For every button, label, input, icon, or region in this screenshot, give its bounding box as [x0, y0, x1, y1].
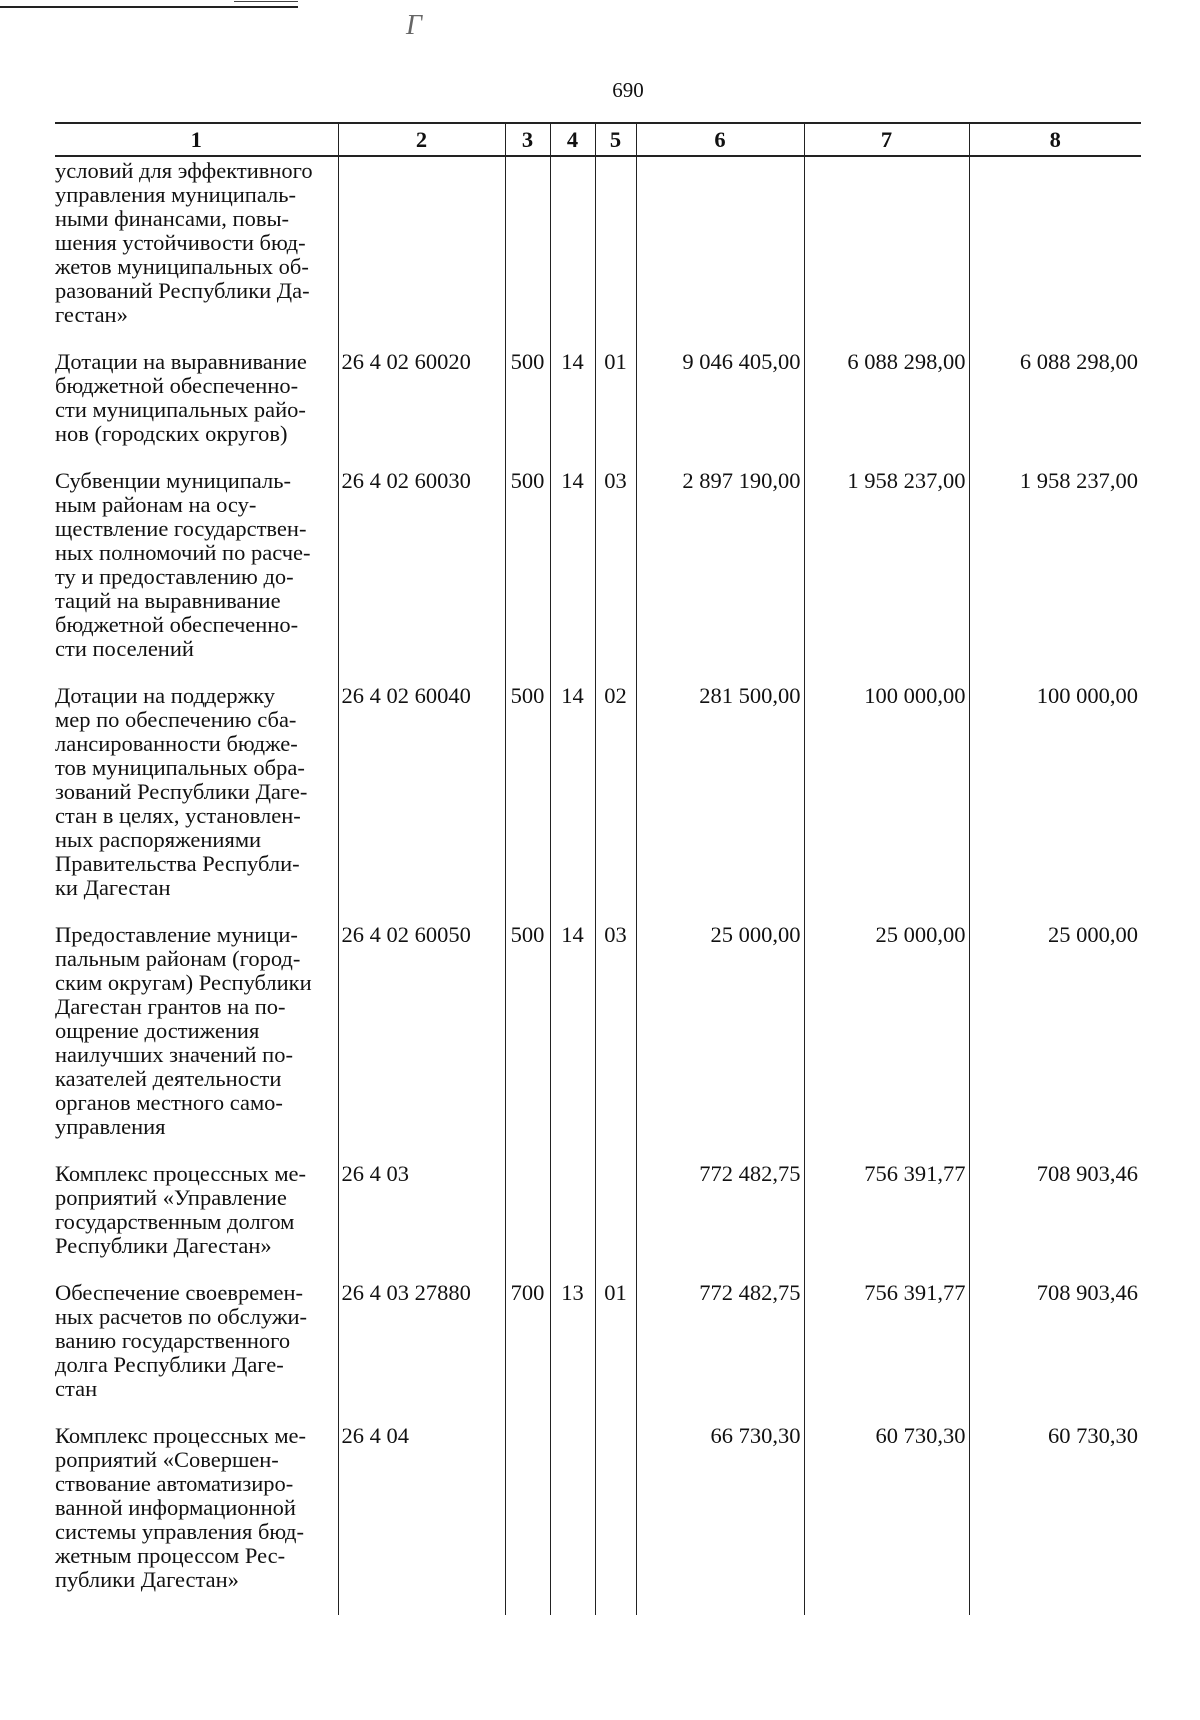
page-number: 690: [612, 78, 644, 102]
row-col5: 03: [595, 469, 636, 684]
row-name: Комплекс процессных ме- роприятий «Совершен- ствование автоматизиро- ванной информационной системы управления бюд- жетным процессом Рес- публики Дагестан»: [55, 1424, 338, 1615]
row-col4: [550, 156, 595, 350]
table-row: [55, 1162, 1141, 1281]
row-col4: [550, 1424, 595, 1615]
row-value-6: 25 000,00: [636, 923, 804, 1162]
row-value-7: 6 088 298,00: [804, 350, 969, 469]
row-code: 26 4 02 60020: [338, 350, 505, 469]
row-code: 26 4 03: [338, 1162, 505, 1281]
row-name: условий для эффективного управления муниципаль- ными финансами, повы- шения устойчивости бюд- жетов муниципальных об- разований Республики Да- гестан»: [55, 156, 338, 350]
row-value-8: 708 903,46: [969, 1162, 1141, 1281]
row-name: Обеспечение своевремен- ных расчетов по обслужи- ванию государственного долга Республики Даге- стан: [55, 1281, 338, 1424]
col-header-8: 8: [969, 123, 1141, 156]
row-value-7: 1 958 237,00: [804, 469, 969, 684]
row-value-8: 6 088 298,00: [969, 350, 1141, 469]
row-name: Субвенции муниципаль- ным районам на осу- ществление государствен- ных полномочий по расче- ту и предоставлению до- таций на выравнивание бюджетной обеспеченно- сти поселений: [55, 469, 338, 684]
row-name: Комплекс процессных ме- роприятий «Управление государственным долгом Республики Дагестан»: [55, 1162, 338, 1281]
col-header-6: 6: [636, 123, 804, 156]
row-col4: 14: [550, 469, 595, 684]
corner-mark: Г: [406, 10, 422, 41]
row-col4: 14: [550, 684, 595, 923]
row-col3: 700: [505, 1281, 550, 1424]
col-header-1: 1: [55, 123, 338, 156]
row-col5: 03: [595, 923, 636, 1162]
row-value-7: 756 391,77: [804, 1162, 969, 1281]
row-value-8: 708 903,46: [969, 1281, 1141, 1424]
row-name: Дотации на выравнивание бюджетной обеспеченно- сти муниципальных райо- нов (городских округов): [55, 350, 338, 469]
row-value-6: 9 046 405,00: [636, 350, 804, 469]
row-value-8: 1 958 237,00: [969, 469, 1141, 684]
col-header-4: 4: [550, 123, 595, 156]
top-rule-short: [234, 1, 298, 2]
budget-table: [55, 122, 1141, 1615]
row-value-7: [804, 156, 969, 350]
row-value-8: 25 000,00: [969, 923, 1141, 1162]
top-rule: [0, 6, 298, 8]
row-value-8: 60 730,30: [969, 1424, 1141, 1615]
row-code: 26 4 02 60030: [338, 469, 505, 684]
row-code: 26 4 02 60050: [338, 923, 505, 1162]
row-name: Дотации на поддержку мер по обеспечению сба- лансированности бюдже- тов муниципальных обра- зований Республики Даге- стан в целях, установлен- ных распоряжениями Правительства Республи- ки Дагестан: [55, 684, 338, 923]
row-value-8: [969, 156, 1141, 350]
row-name: Предоставление муници- пальным районам (город- ским округам) Республики Дагестан грантов на по- ощрение достижения наилучших значений по- казателей деятельности органов местного само- управления: [55, 923, 338, 1162]
row-code: 26 4 04: [338, 1424, 505, 1615]
row-col4: 14: [550, 923, 595, 1162]
row-col5: [595, 1162, 636, 1281]
row-value-7: 756 391,77: [804, 1281, 969, 1424]
header-row: [55, 123, 1141, 156]
row-col4: 13: [550, 1281, 595, 1424]
row-col5: 02: [595, 684, 636, 923]
row-code: [338, 156, 505, 350]
table-row: [55, 469, 1141, 684]
row-col5: [595, 1424, 636, 1615]
table-row: [55, 350, 1141, 469]
row-col3: 500: [505, 923, 550, 1162]
row-value-6: 772 482,75: [636, 1162, 804, 1281]
row-value-8: 100 000,00: [969, 684, 1141, 923]
table-row: [55, 1281, 1141, 1424]
table-row: [55, 156, 1141, 350]
row-col3: [505, 1424, 550, 1615]
row-code: 26 4 03 27880: [338, 1281, 505, 1424]
row-col4: [550, 1162, 595, 1281]
row-value-7: 100 000,00: [804, 684, 969, 923]
table-row: [55, 684, 1141, 923]
table-row: [55, 1424, 1141, 1615]
row-value-7: 60 730,30: [804, 1424, 969, 1615]
col-header-5: 5: [595, 123, 636, 156]
row-col5: [595, 156, 636, 350]
row-col5: 01: [595, 350, 636, 469]
col-header-7: 7: [804, 123, 969, 156]
row-col3: 500: [505, 684, 550, 923]
row-value-6: [636, 156, 804, 350]
row-col3: [505, 1162, 550, 1281]
col-header-3: 3: [505, 123, 550, 156]
col-header-2: 2: [338, 123, 505, 156]
row-value-7: 25 000,00: [804, 923, 969, 1162]
row-code: 26 4 02 60040: [338, 684, 505, 923]
row-col3: [505, 156, 550, 350]
row-col3: 500: [505, 469, 550, 684]
row-value-6: 66 730,30: [636, 1424, 804, 1615]
table-row: [55, 923, 1141, 1162]
row-value-6: 281 500,00: [636, 684, 804, 923]
row-col4: 14: [550, 350, 595, 469]
row-value-6: 772 482,75: [636, 1281, 804, 1424]
row-col5: 01: [595, 1281, 636, 1424]
row-value-6: 2 897 190,00: [636, 469, 804, 684]
row-col3: 500: [505, 350, 550, 469]
